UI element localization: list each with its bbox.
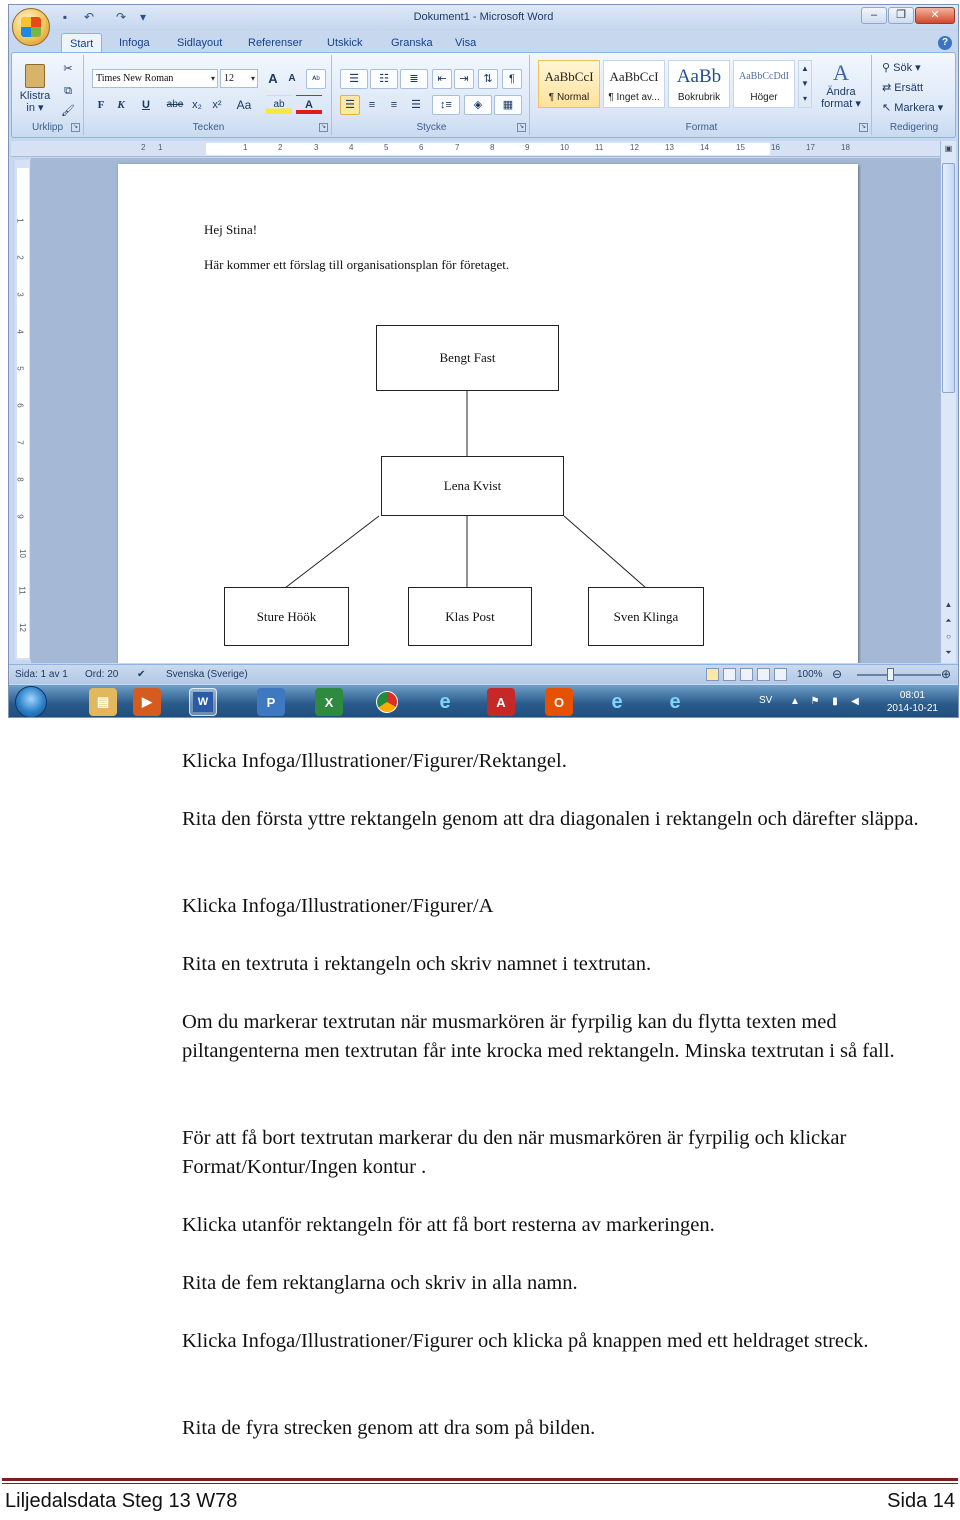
ruler-tick-label: 2: [278, 143, 283, 152]
ruler-tick-label: 7: [455, 143, 460, 152]
group-label-editing: Redigering: [889, 122, 939, 133]
styles-scroll-icon[interactable]: ▲ ▼ ▾: [798, 60, 812, 108]
draft-view-icon[interactable]: [774, 668, 787, 681]
style-tile-normal[interactable]: AaBbCcI ¶ Normal: [538, 60, 600, 108]
tray-language[interactable]: SV: [759, 695, 773, 706]
ruler-tick-label: 12: [630, 143, 639, 152]
status-bar: [9, 664, 958, 684]
sort-icon[interactable]: ⇅: [478, 69, 498, 89]
org-box-bottom-center[interactable]: Klas Post: [408, 587, 532, 646]
taskbar-app-word[interactable]: [189, 688, 217, 716]
scroll-up-icon[interactable]: ▲: [944, 600, 953, 609]
window-title: Dokument1 - Microsoft Word: [413, 11, 554, 23]
group-styles: [532, 55, 872, 135]
find-button[interactable]: ⚲ Sök ▾: [882, 62, 921, 74]
org-box-bottom-right[interactable]: Sven Klinga: [588, 587, 704, 646]
copy-icon[interactable]: ⧉: [64, 85, 72, 97]
group-editing: [874, 55, 954, 135]
ruler-tick-label: 1: [243, 143, 248, 152]
vertical-ruler[interactable]: [15, 160, 31, 660]
justify-icon[interactable]: ☰: [411, 99, 421, 111]
scrollbar-thumb[interactable]: [942, 163, 955, 393]
qat-dropdown-icon[interactable]: ▾: [139, 10, 147, 24]
clipboard-launcher-icon[interactable]: ↘: [72, 124, 79, 130]
style-tile-no-spacing[interactable]: AaBbCcI ¶ Inget av...: [603, 60, 665, 108]
tray-clock[interactable]: 08:01 2014-10-21: [886, 690, 938, 714]
ruler-tick-label: 10: [17, 549, 27, 558]
paste-button[interactable]: Klistra in ▾: [16, 59, 54, 113]
publisher-icon[interactable]: P: [257, 688, 285, 716]
italic-button[interactable]: K: [117, 99, 125, 111]
org-box-bottom-left[interactable]: Sture Höök: [224, 587, 349, 646]
instruction-4: Rita en textruta i rektangeln och skriv namnet i textrutan.: [182, 953, 652, 975]
ruler-tick-label: 1: [15, 218, 25, 223]
zoom-level[interactable]: 100%: [797, 669, 823, 680]
ruler-tick-label: 3: [15, 292, 25, 297]
acrobat-icon[interactable]: A: [487, 688, 515, 716]
ruler-tick-label: 9: [15, 514, 25, 519]
document-page[interactable]: [118, 164, 858, 663]
taskbar-app-1[interactable]: ▶: [133, 688, 161, 716]
strikethrough-button[interactable]: abe: [166, 99, 184, 110]
group-label-clipboard: Urklipp: [31, 122, 64, 133]
font-color-button[interactable]: A: [296, 95, 322, 115]
zoom-slider[interactable]: [857, 674, 941, 676]
title-bar: [9, 5, 958, 31]
ruler-tick-label: 9: [525, 143, 530, 152]
page-count[interactable]: Sida: 1 av 1: [15, 669, 68, 680]
prev-page-icon[interactable]: ⏶: [945, 616, 952, 625]
ruler-tick-label: 13: [665, 143, 674, 152]
floppy-icon[interactable]: ▪: [62, 10, 68, 24]
ruler-tick-label: 8: [490, 143, 495, 152]
print-layout-view-icon[interactable]: [706, 668, 719, 681]
tab-infoga[interactable]: Infoga: [119, 37, 150, 49]
footer-title: Liljedalsdata Steg 13 W78: [5, 1490, 238, 1512]
clear-format-icon[interactable]: ᴬᵇ: [306, 69, 326, 89]
zoom-out-icon[interactable]: ⊖: [832, 667, 843, 681]
ruler-toggle-icon[interactable]: ▣: [944, 144, 953, 153]
windows-taskbar: [9, 685, 958, 718]
instruction-7: Klicka utanför rektangeln för att få bort resterna av markeringen.: [182, 1214, 715, 1236]
tray-show-hidden-icon[interactable]: ▲: [790, 696, 800, 707]
grow-font-button[interactable]: A: [268, 71, 278, 86]
ruler-tick-label: 17: [806, 143, 815, 152]
instruction-9: Klicka Infoga/Illustrationer/Figurer och klicka på knappen med ett heldraget streck.: [182, 1330, 869, 1352]
line-middle-left: [285, 516, 379, 588]
borders-icon[interactable]: ▦: [494, 95, 522, 115]
tab-start[interactable]: Start: [61, 33, 102, 53]
next-page-icon[interactable]: ⏷: [945, 648, 952, 657]
ruler-tick-label: 4: [15, 329, 25, 334]
tray-network-icon[interactable]: ▮: [832, 696, 838, 707]
ie-icon-3[interactable]: e: [669, 690, 681, 713]
binoculars-icon: ⚲: [882, 62, 894, 74]
full-screen-view-icon[interactable]: [723, 668, 736, 681]
ruler-tick-label: 10: [560, 143, 569, 152]
ruler-tick-label: 12: [17, 623, 27, 632]
group-label-styles: Format: [685, 122, 718, 133]
help-icon[interactable]: ?: [938, 36, 952, 50]
font-size-combo[interactable]: 12 ▾: [220, 69, 258, 88]
ruler-tick-label: 14: [700, 143, 709, 152]
zoom-in-icon[interactable]: ⊕: [941, 667, 952, 681]
group-paragraph: [334, 55, 530, 135]
select-arrow-icon: ↖: [882, 102, 895, 114]
align-right-icon[interactable]: ≡: [390, 99, 398, 111]
font-name-combo[interactable]: Times New Roman ▾: [92, 69, 218, 88]
increase-indent-icon[interactable]: ⇥: [454, 69, 474, 89]
undo-icon[interactable]: ↶: [83, 10, 95, 24]
bullets-icon[interactable]: ☰: [340, 69, 368, 89]
restore-button[interactable]: ❐: [888, 7, 914, 24]
footer-rule-thick: [2, 1478, 958, 1481]
pilcrow-icon[interactable]: ¶: [502, 69, 522, 89]
ruler-tick-label: 1: [158, 143, 163, 152]
instruction-2: Rita den första yttre rektangeln genom att dra diagonalen i rektangeln och därefter släppa.: [182, 808, 919, 830]
org-box-top[interactable]: Bengt Fast: [376, 325, 559, 391]
chrome-icon[interactable]: [373, 688, 401, 716]
ruler-tick-label: 16: [771, 143, 780, 152]
ie-icon-2[interactable]: e: [611, 690, 623, 713]
org-box-middle[interactable]: Lena Kvist: [381, 456, 564, 516]
instruction-3: Klicka Infoga/Illustrationer/Figurer/A: [182, 895, 494, 917]
instruction-10: Rita de fyra strecken genom att dra som på bilden.: [182, 1417, 596, 1439]
ruler-tick-label: 7: [15, 440, 25, 445]
language-status[interactable]: Svenska (Sverige): [166, 669, 248, 680]
cut-icon[interactable]: ✂: [63, 63, 73, 75]
multilevel-list-icon[interactable]: ≣: [400, 69, 428, 89]
zoom-slider-knob[interactable]: [887, 668, 894, 681]
office-button[interactable]: [12, 8, 50, 46]
group-label-font: Tecken: [192, 122, 225, 133]
instruction-8: Rita de fem rektanglarna och skriv in alla namn.: [182, 1272, 578, 1294]
instruction-6: För att få bort textrutan markerar du den när musmarkören är fyrpilig och klickar Format/Kontur/Ingen kontur .: [182, 1127, 847, 1178]
ruler-tick-label: 5: [384, 143, 389, 152]
office-logo-icon: [21, 17, 41, 37]
ruler-tick-label: 5: [15, 366, 25, 371]
office-icon[interactable]: O: [545, 688, 573, 716]
style-tile-heading[interactable]: AaBb Bokrubrik: [668, 60, 730, 108]
ruler-tick-label: 3: [314, 143, 319, 152]
word-icon: W: [193, 692, 213, 712]
group-font: [86, 55, 332, 135]
styles-launcher-icon[interactable]: ↘: [860, 124, 867, 130]
align-left-icon[interactable]: ☰: [340, 95, 360, 115]
numbering-icon[interactable]: ☷: [370, 69, 398, 89]
outline-view-icon[interactable]: [757, 668, 770, 681]
replace-icon: ⇄: [882, 82, 895, 94]
tab-referenser[interactable]: Referenser: [248, 37, 303, 49]
ribbon: [11, 52, 956, 138]
highlight-button[interactable]: ab: [266, 95, 292, 115]
footer-rule-thin: [2, 1483, 958, 1484]
proofing-icon[interactable]: ✔: [137, 669, 146, 680]
word-screenshot: [8, 4, 959, 718]
ruler-tick-label: 4: [349, 143, 354, 152]
greeting-text: Hej Stina!: [204, 222, 258, 237]
ie-icon[interactable]: e: [439, 690, 451, 713]
minimize-button[interactable]: ‒: [861, 7, 887, 24]
line-middle-right: [564, 516, 646, 588]
redo-icon[interactable]: ↷: [115, 10, 127, 24]
close-button[interactable]: ✕: [915, 7, 955, 24]
shading-icon[interactable]: ◈: [464, 95, 492, 115]
tab-sidlayout[interactable]: Sidlayout: [177, 37, 223, 49]
web-layout-view-icon[interactable]: [740, 668, 753, 681]
ruler-tick-label: 2: [141, 143, 146, 152]
vertical-scrollbar[interactable]: [940, 141, 956, 663]
ruler-tick-label: 18: [841, 143, 850, 152]
superscript-button[interactable]: x²: [212, 99, 222, 111]
excel-icon[interactable]: X: [315, 688, 343, 716]
tray-volume-icon[interactable]: ◀: [851, 696, 859, 707]
ruler-tick-label: 11: [17, 586, 27, 595]
start-button[interactable]: [15, 686, 47, 718]
ruler-tick-label: 6: [15, 403, 25, 408]
tab-granska[interactable]: Granska: [391, 37, 433, 49]
line-spacing-icon[interactable]: ↕≡: [432, 95, 460, 115]
ruler-tick-label: 6: [419, 143, 424, 152]
replace-button[interactable]: ⇄ Ersätt: [882, 82, 924, 94]
intro-text: Här kommer ett förslag till organisationsplan för företaget.: [204, 257, 510, 272]
footer-page-number: Sida 14: [887, 1490, 955, 1512]
style-tile-right[interactable]: AaBbCcDdI Höger: [733, 60, 795, 108]
decrease-indent-icon[interactable]: ⇤: [432, 69, 452, 89]
change-case-button[interactable]: Aa: [236, 98, 252, 112]
underline-button[interactable]: U: [142, 99, 150, 111]
group-label-paragraph: Stycke: [416, 122, 447, 133]
format-painter-icon[interactable]: 🖌: [61, 105, 75, 117]
paragraph-launcher-icon[interactable]: ↘: [518, 124, 525, 130]
group-clipboard: [12, 55, 84, 135]
select-button[interactable]: ↖ Markera ▾: [882, 102, 944, 114]
clipboard-icon: [25, 64, 45, 88]
shrink-font-button[interactable]: A: [288, 73, 296, 84]
word-count[interactable]: Ord: 20: [85, 669, 119, 680]
tab-visa[interactable]: Visa: [455, 37, 477, 49]
change-styles-icon: A: [833, 60, 849, 85]
horizontal-ruler[interactable]: [11, 141, 946, 157]
tab-utskick[interactable]: Utskick: [327, 37, 363, 49]
ruler-tick-label: 8: [15, 477, 25, 482]
font-launcher-icon[interactable]: ↘: [320, 124, 327, 130]
change-styles-button[interactable]: A Ändra format ▾: [816, 59, 866, 115]
instruction-5: Om du markerar textrutan när musmarkören är fyrpilig kan du flytta texten med piltangenterna men textrutan får inte krocka med rektangeln. Minska textrutan i så fall.: [182, 1011, 895, 1062]
align-center-icon[interactable]: ≡: [368, 99, 376, 111]
browse-object-icon[interactable]: ○: [946, 632, 951, 641]
ruler-tick-label: 15: [736, 143, 745, 152]
taskbar-app-0[interactable]: ▤: [89, 688, 117, 716]
subscript-button[interactable]: x₂: [192, 99, 202, 111]
ruler-tick-label: 11: [595, 143, 604, 152]
ruler-tick-label: 2: [15, 255, 25, 260]
bold-button[interactable]: F: [97, 99, 105, 111]
instruction-1: Klicka Infoga/Illustrationer/Figurer/Rektangel.: [182, 750, 567, 772]
tray-flag-icon[interactable]: ⚑: [810, 696, 820, 707]
document-area[interactable]: [31, 158, 946, 663]
